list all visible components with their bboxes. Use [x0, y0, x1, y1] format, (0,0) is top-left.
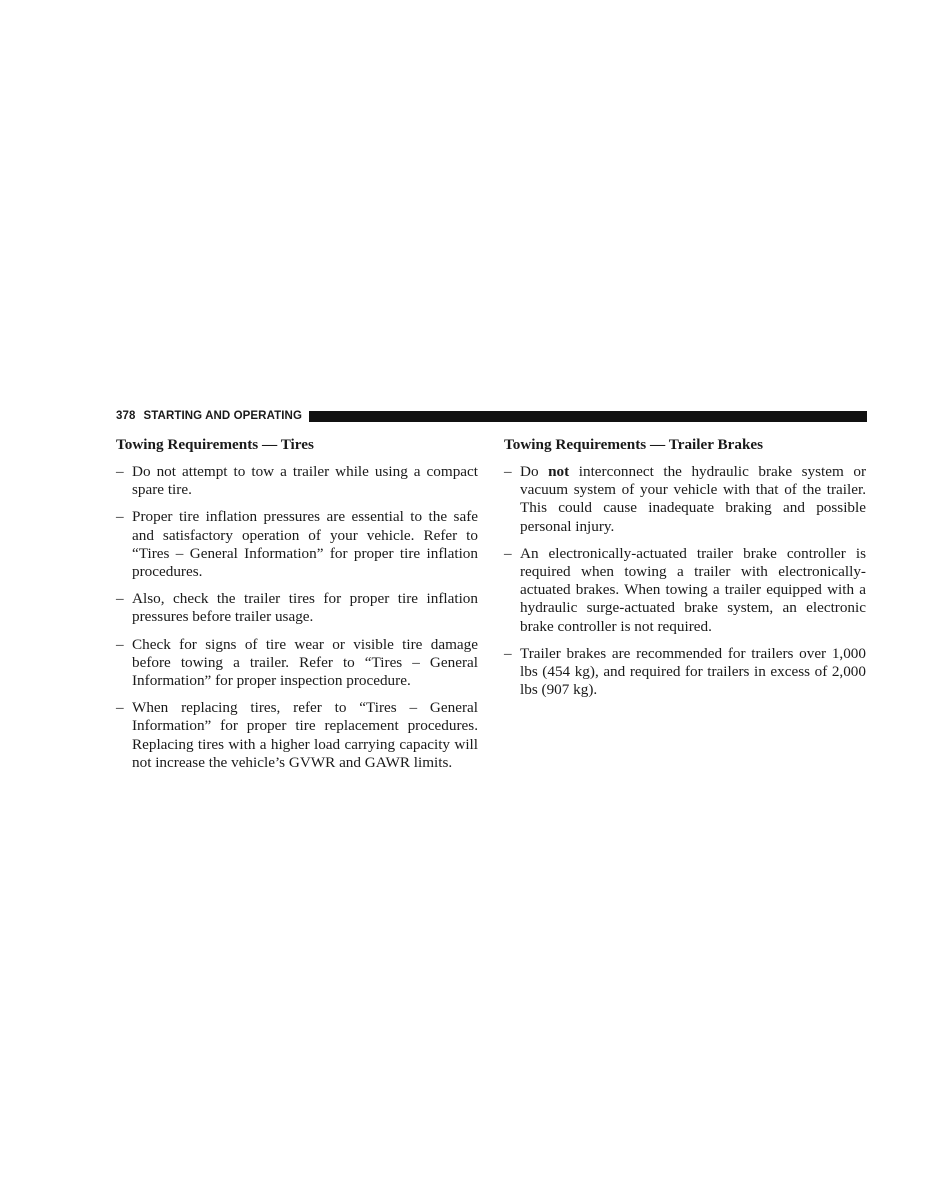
list-dash: – — [116, 463, 124, 480]
list-item — [116, 590, 478, 626]
page-header — [116, 408, 867, 424]
list-item-prefix: Do — [520, 463, 549, 480]
right-column — [504, 436, 866, 708]
list-item — [116, 508, 478, 581]
list-dash: – — [116, 635, 124, 653]
tires-heading: Towing Requirements — Tires — [116, 436, 314, 453]
list-item — [116, 463, 478, 499]
list-dash: – — [116, 508, 124, 526]
list-dash: – — [504, 463, 512, 480]
section-title: STARTING AND OPERATING — [143, 410, 303, 422]
list-item — [504, 463, 866, 536]
list-item-text: When replacing tires, refer to “Tires – General Information” for proper tire replacement procedures. Replacing tires with a higher load carrying capacity will not increase the vehicle’s GVWR and GAWR limits. — [132, 699, 478, 771]
list-item — [116, 699, 478, 772]
trailer-brakes-heading: Towing Requirements — Trailer Brakes — [504, 436, 764, 453]
page-number: 378 — [116, 410, 136, 422]
list-dash: – — [116, 590, 124, 608]
list-dash: – — [504, 644, 512, 662]
list-item-suffix: interconnect the hydraulic brake system or vacuum system of your vehicle with that of the trailer. This could cause inadequate braking and possible personal injury. — [520, 463, 867, 535]
emphasis-text: not — [548, 463, 570, 480]
list-item-text: Do not attempt to tow a trailer while using a compact spare tire. — [132, 463, 478, 499]
list-item — [504, 545, 866, 636]
list-item-text: Check for signs of tire wear or visible tire damage before towing a trailer. Refer to “Tires – General Information” for proper inspection procedure. — [132, 635, 478, 690]
trailer-brakes-list — [504, 463, 866, 699]
list-item — [116, 636, 478, 691]
list-item-text: An electronically-actuated trailer brake controller is required when towing a trailer with electronically-actuated brakes. When towing a trailer equipped with a hydraulic surge-actuated brake system, an electronic brake controller is not required. — [520, 544, 866, 635]
list-item-text: Also, check the trailer tires for proper tire inflation pressures before trailer usage. — [132, 590, 478, 626]
header-rule — [309, 411, 867, 422]
list-item — [504, 645, 866, 700]
list-dash: – — [504, 544, 512, 562]
left-column — [116, 436, 478, 781]
tires-list — [116, 463, 478, 772]
list-item-text: Proper tire inflation pressures are essential to the safe and satisfactory operation of your vehicle. Refer to “Tires – General Information” for proper tire inflation procedures. — [132, 508, 478, 581]
list-dash: – — [116, 699, 124, 717]
list-item-text: Trailer brakes are recommended for trailers over 1,000 lbs (454 kg), and required for trailers in excess of 2,000 lbs (907 kg). — [520, 644, 866, 699]
